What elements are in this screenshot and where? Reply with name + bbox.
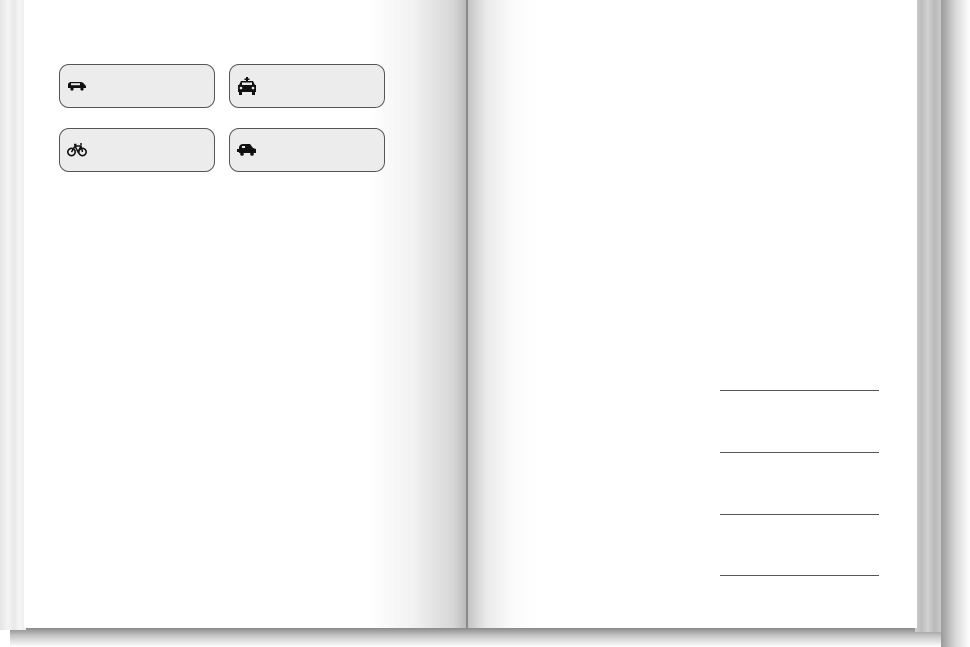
book-shadow — [10, 626, 950, 647]
car-card-limo — [59, 64, 215, 108]
answer-line-and[interactable] — [720, 575, 879, 576]
bicycle-icon — [60, 143, 94, 157]
book-spine — [466, 0, 468, 628]
car-card-hearse — [229, 128, 385, 172]
car-card-label — [264, 80, 384, 93]
hybrid-car-icon — [230, 77, 264, 95]
hearse-icon — [230, 143, 264, 157]
limo-icon — [60, 81, 94, 91]
left-page-stack — [0, 0, 26, 630]
logic-grid — [575, 112, 887, 422]
book-side-shadow — [941, 0, 970, 647]
answer-line-what[interactable] — [720, 452, 879, 453]
answer-line-who[interactable] — [720, 390, 879, 391]
answer-line-where[interactable] — [720, 514, 879, 515]
car-card-label — [264, 144, 384, 157]
right-page-stack — [915, 0, 941, 632]
car-card-hybrid — [229, 64, 385, 108]
car-card-bicycle — [59, 128, 215, 172]
